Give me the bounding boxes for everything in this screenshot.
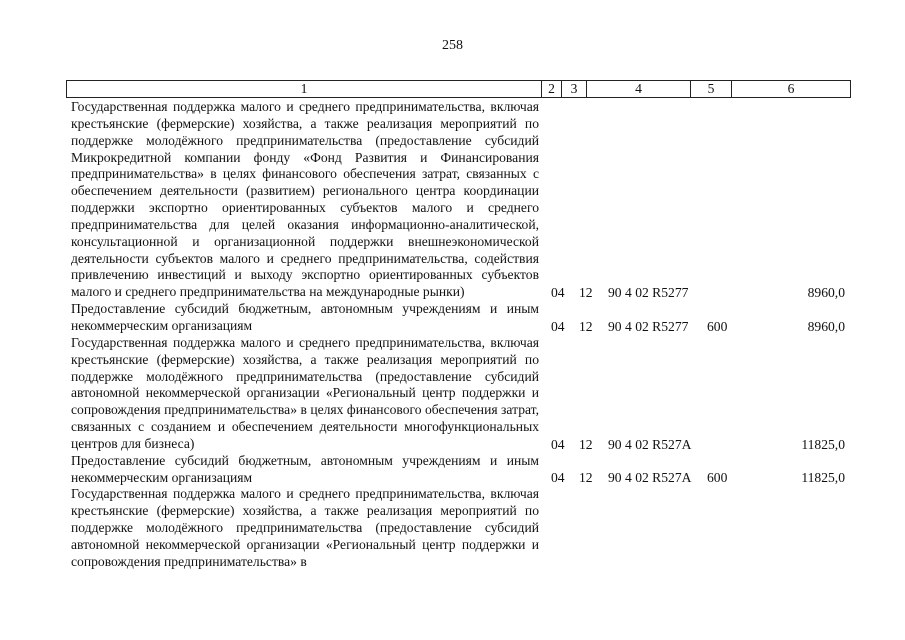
section-code: 04 — [551, 470, 565, 486]
table-row — [0, 301, 905, 335]
target-article-code: 90 4 02 R527A — [608, 470, 692, 486]
amount: 11825,0 — [801, 436, 845, 452]
table-row — [0, 335, 905, 453]
expense-type-code: 600 — [707, 318, 728, 334]
subsection-code: 12 — [579, 436, 593, 452]
section-code: 04 — [551, 436, 565, 452]
row-description: Предоставление субсидий бюджетным, автономным учреждениям и иным некоммерческим организациям — [71, 301, 539, 333]
section-code: 04 — [551, 318, 565, 334]
page-number: 258 — [442, 38, 463, 53]
header-col-6: 6 — [732, 81, 851, 98]
amount: 8960,0 — [807, 285, 845, 301]
subsection-code: 12 — [579, 318, 593, 334]
header-col-5: 5 — [691, 81, 732, 98]
target-article-code: 90 4 02 R5277 — [608, 318, 689, 334]
subsection-code: 12 — [579, 285, 593, 301]
section-code: 04 — [551, 285, 565, 301]
row-description: Предоставление субсидий бюджетным, автономным учреждениям и иным некоммерческим организациям — [71, 452, 539, 485]
target-article-code: 90 4 02 R5277 — [608, 285, 689, 301]
header-col-3: 3 — [562, 81, 587, 98]
column-header-table — [66, 80, 851, 98]
expense-type-code: 600 — [707, 470, 728, 486]
table-row — [0, 99, 905, 301]
budget-rows — [0, 99, 905, 571]
header-col-1: 1 — [67, 81, 542, 98]
target-article-code: 90 4 02 R527A — [608, 436, 692, 452]
table-row — [0, 453, 905, 487]
subsection-code: 12 — [579, 470, 593, 486]
header-col-2: 2 — [542, 81, 562, 98]
header-col-4: 4 — [587, 81, 691, 98]
table-row — [0, 486, 905, 570]
row-description: Государственная поддержка малого и среднего предпринимательства, включая крестьянские (фермерские) хозяйства, а также реализация мероприятий по поддержке молодёжного предпринимательства (предоставление субсидий автономной некоммерческой организации «Региональный центр поддержки и сопровождения предпринимательства» в целях финансового обеспечения затрат, связанных с созданием и обеспечением деятельности многофункциональных центров для бизнеса) — [71, 334, 539, 451]
row-description: Государственная поддержка малого и среднего предпринимательства, включая крестьянские (фермерские) хозяйства, а также реализация мероприятий по поддержке молодёжного предпринимательства (предоставление субсидий Микрокредитной компании фонду «Фонд Развития и Финансирования предпринимательства» в целях финансового обеспечения затрат, связанных с обеспечением деятельности (развитием) регионального центра координации поддержки экспортно ориентированных субъектов малого и среднего предпринимательства для целей оказания информационно-аналитической, консультационной и организационной поддержки внешнеэкономической деятельности субъектов малого и среднего предпринимательства, содействия привлечению инвестиций и выходу экспортно ориентированных субъектов малого и среднего предпринимательства на международные рынки) — [71, 99, 539, 300]
amount: 8960,0 — [807, 318, 845, 334]
amount: 11825,0 — [801, 470, 845, 486]
row-description: Государственная поддержка малого и среднего предпринимательства, включая крестьянские (фермерские) хозяйства, а также реализация мероприятий по поддержке молодёжного предпринимательства (предоставление субсидий автономной некоммерческой организации «Региональный центр поддержки и сопровождения предпринимательства» в — [71, 486, 539, 569]
